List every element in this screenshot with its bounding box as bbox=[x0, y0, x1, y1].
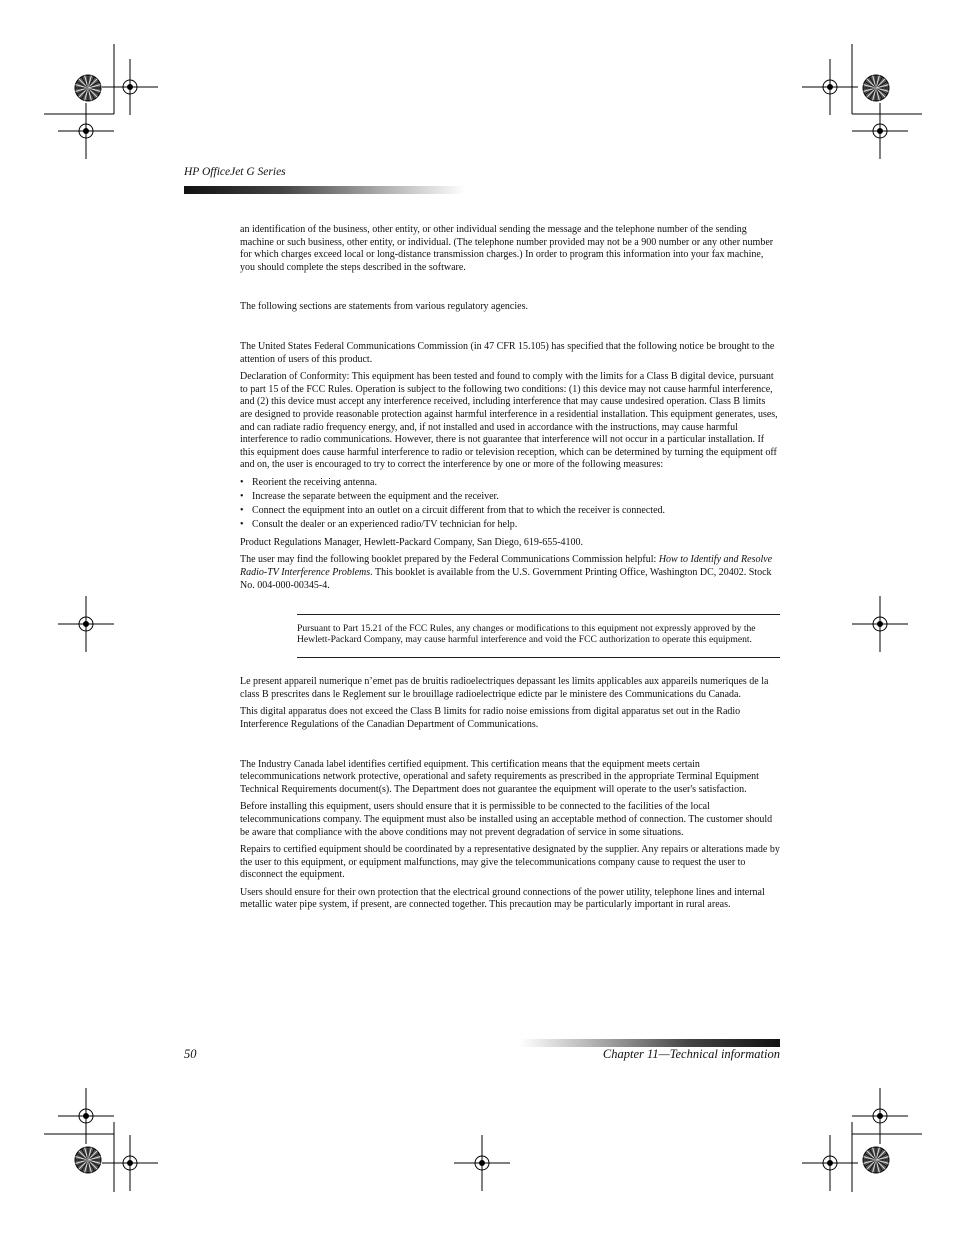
crosshair-mark bbox=[852, 596, 908, 652]
industry-canada-paragraph-2: Before installing this equipment, users should ensure that it is permissible to be connected to the facilities of the local telecommunications company. The equipment must also be installed using an acceptable method of connection. The customer should be aware that compliance with the above conditions may not prevent degradation of service in some situations. bbox=[240, 801, 773, 838]
crosshair-mark bbox=[852, 103, 908, 159]
star-target-mark bbox=[75, 1147, 101, 1173]
canada-english-statement: This digital apparatus does not exceed the Class B limits for radio noise emissions from digital apparatus set out in the Radio Interference Regulations of the Canadian Department of Communications. bbox=[240, 706, 741, 730]
canada-french-statement: Le present appareil numerique n’emet pas de bruitis radioelectriques depassant les limits applicables aux appareils numeriques de la class B prescrites dans le Reglement sur le brouillage radioelectrique edicte par le ministere des Communications du Canada. bbox=[240, 676, 769, 700]
fcc-declaration-paragraph: Declaration of Conformity: This equipment has been tested and found to comply with the limits for a Class B digital device, pursuant to part 15 of the FCC Rules. Operation is subject to the following two conditions: (1) this device may not cause harmful interference, and (2) this device must accept any interference received, including interference that may cause undesired operation. Class B limits are designed to provide reasonable protection against harmful interference in a residential installation. This equipment generates, uses, and can radiate radio frequency energy, and, if not installed and used in accordance with the instructions, may cause harmful interference to radio communications. However, there is not guarantee that interference will not occur in a particular installation. If this equipment does cause harmful interference to radio or television reception, which can be determined by turning the equipment off and on, the user is encouraged to try to correct the interference by one or more of the following measures: bbox=[240, 371, 778, 471]
booklet-text-start: The user may find the following booklet prepared by the Federal Communications Commission helpful: bbox=[240, 554, 659, 566]
intro-paragraph: an identification of the business, other entity, or other individual sending the message and the telephone number of the sending machine or such business, other entity, or individual. (The telephone number provided may not be a 900 number or any other number for which charges exceed local or long-distance transmission charges.) In order to program this information into your fax machine, you should complete the steps described in the software. bbox=[240, 224, 774, 273]
booklet-text-end: . This booklet is available from the U.S. Government Printing Office, Washington DC, 20402. Stock No. 004-000-00345-4. bbox=[240, 566, 772, 591]
star-target-mark bbox=[863, 1147, 889, 1173]
crosshair-mark bbox=[58, 596, 114, 652]
interference-measures-list bbox=[240, 477, 780, 532]
crosshair-mark bbox=[58, 1088, 114, 1144]
crosshair-mark bbox=[102, 59, 158, 115]
star-target-mark bbox=[863, 75, 889, 101]
crosshair-mark bbox=[802, 1135, 858, 1191]
header-gradient-bar bbox=[184, 186, 466, 194]
page-number: 50 bbox=[184, 1047, 197, 1061]
fcc-note-text: Pursuant to Part 15.21 of the FCC Rules, any changes or modifications to this equipment not expressly approved by the Hewlett-Packard Company, may cause harmful interference and void the FCC authorization to operate this equipment. bbox=[297, 623, 756, 646]
page-body bbox=[240, 224, 780, 917]
fcc-note-box bbox=[297, 614, 780, 658]
crosshair-mark bbox=[58, 103, 114, 159]
regulatory-intro: The following sections are statements from various regulatory agencies. bbox=[240, 301, 528, 313]
crosshair-mark bbox=[454, 1135, 510, 1191]
footer-chapter: Chapter 11—Technical information bbox=[602, 1047, 780, 1061]
list-item: • Increase the separate between the equipment and the receiver. bbox=[240, 491, 780, 504]
list-item: • Consult the dealer or an experienced radio/TV technician for help. bbox=[240, 519, 780, 532]
crosshair-mark bbox=[852, 1088, 908, 1144]
list-item: • Reorient the receiving antenna. bbox=[240, 477, 780, 490]
fcc-booklet-paragraph bbox=[240, 554, 780, 592]
industry-canada-paragraph-1: The Industry Canada label identifies certified equipment. This certification means that the equipment meets certain telecommunications network protective, operational and safety requirements as prescribed in the appropriate Terminal Equipment Technical Requirements document(s). The Department does not guarantee the equipment will operate to the user's satisfaction. bbox=[240, 758, 759, 795]
crosshair-mark bbox=[802, 59, 858, 115]
industry-canada-paragraph-4: Users should ensure for their own protection that the electrical ground connections of the power utility, telephone lines and internal metallic water pipe system, if present, are connected together. This precaution may be particularly important in rural areas. bbox=[240, 886, 765, 911]
star-target-mark bbox=[75, 75, 101, 101]
footer-gradient-bar bbox=[520, 1039, 780, 1047]
crosshair-mark bbox=[102, 1135, 158, 1191]
booklet-title: How to Identify and Resolve Radio-TV Interference Problems bbox=[240, 554, 773, 578]
running-header-title: HP OfficeJet G Series bbox=[184, 166, 286, 178]
product-regulations-contact: Product Regulations Manager, Hewlett-Packard Company, San Diego, 619-655-4100. bbox=[240, 536, 584, 548]
fcc-notice-paragraph: The United States Federal Communications Commission (in 47 CFR 15.105) has specified that the following notice be brought to the attention of users of this product. bbox=[240, 340, 775, 365]
industry-canada-paragraph-3: Repairs to certified equipment should be coordinated by a representative designated by the supplier. Any repairs or alterations made by the user to this equipment, or equipment malfunctions, may give the telecommunications company cause to request the user to disconnect the equipment. bbox=[240, 844, 780, 881]
list-item: • Connect the equipment into an outlet on a circuit different from that to which the receiver is connected. bbox=[240, 505, 780, 518]
